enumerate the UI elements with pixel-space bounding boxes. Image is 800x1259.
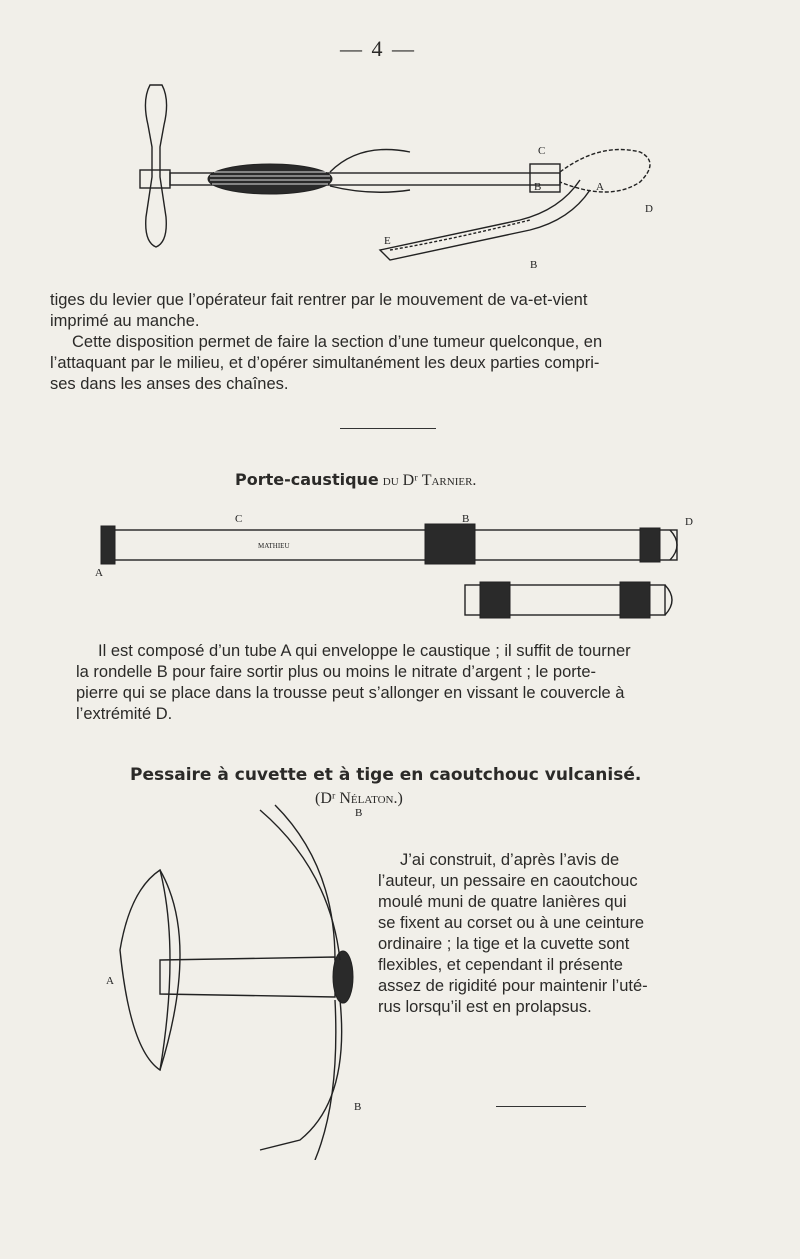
text-line: l’extrémité D. [76, 705, 173, 723]
heading-du: du [382, 472, 399, 489]
figure1-label-c: C [538, 145, 546, 157]
figure2-label-b: B [462, 513, 470, 525]
figure-porte-caustique-illustration [95, 510, 695, 625]
figure-pessaire-illustration [100, 800, 380, 1160]
text-line: Il est composé d’un tube A qui enveloppe le caustique ; il suffit de tourner [98, 642, 631, 660]
text-line: moulé muni de quatre lanières qui [378, 893, 627, 911]
text-line: ordinaire ; la tige et la cuvette sont [378, 935, 630, 953]
figure1-label-d: D [645, 203, 653, 215]
text-line: l’auteur, un pessaire en caoutchouc [378, 872, 638, 890]
paragraph-ecraseur [50, 290, 756, 395]
section-divider [340, 428, 436, 429]
figure1-label-a: A [596, 181, 604, 193]
figure1-label-e: E [384, 235, 391, 247]
figure1-label-b2: B [530, 259, 538, 271]
heading-name: Tarnier. [421, 472, 477, 489]
figure1-label-b: B [534, 181, 542, 193]
text-line: ses dans les anses des chaînes. [50, 375, 289, 393]
figure3-label-a: A [106, 975, 114, 987]
paragraph-pessaire [378, 850, 724, 1018]
text-line: flexibles, et cependant il présente [378, 956, 623, 974]
figure3-label-b: B [355, 807, 363, 819]
text-line: se fixent au corset ou à une ceinture [378, 914, 644, 932]
text-line: l’attaquant par le milieu, et d’opérer simultanément les deux parties compri- [50, 354, 600, 372]
figure2-label-d: D [685, 516, 693, 528]
figure2-label-c: C [235, 513, 243, 525]
text-line: imprimé au manche. [50, 312, 200, 330]
text-line: tiges du levier que l’opérateur fait rentrer par le mouvement de va-et-vient [50, 291, 588, 309]
figure2-maker-mark: MATHIEU [258, 542, 290, 550]
text-line: J’ai construit, d’après l’avis de [400, 851, 620, 869]
section-heading-pessaire: Pessaire à cuvette et à tige en caoutchouc vulcanisé. [130, 765, 642, 785]
figure2-label-a: A [95, 567, 103, 579]
page-number: — 4 — [340, 36, 416, 61]
figure-ecraseur-illustration [130, 80, 670, 280]
text-line: Cette disposition permet de faire la section d’une tumeur quelconque, en [72, 333, 603, 351]
text-line: la rondelle B pour faire sortir plus ou moins le nitrate d’argent ; le porte- [76, 663, 597, 681]
paragraph-porte-caustique [76, 641, 760, 725]
section-divider [496, 1106, 586, 1107]
heading-bold-title: Porte-caustique [235, 470, 379, 489]
figure3-label-b2: B [354, 1101, 362, 1113]
text-line: pierre qui se place dans la trousse peut s’allonger en vissant le couvercle à [76, 684, 625, 702]
section-heading-porte-caustique [235, 470, 476, 490]
text-line: rus lorsqu’il est en prolapsus. [378, 998, 592, 1016]
text-line: assez de rigidité pour maintenir l’uté- [378, 977, 648, 995]
heading-dr: Dʳ [402, 472, 418, 489]
section-subheading-pessaire: (Dʳ Nélaton.) [315, 790, 403, 807]
